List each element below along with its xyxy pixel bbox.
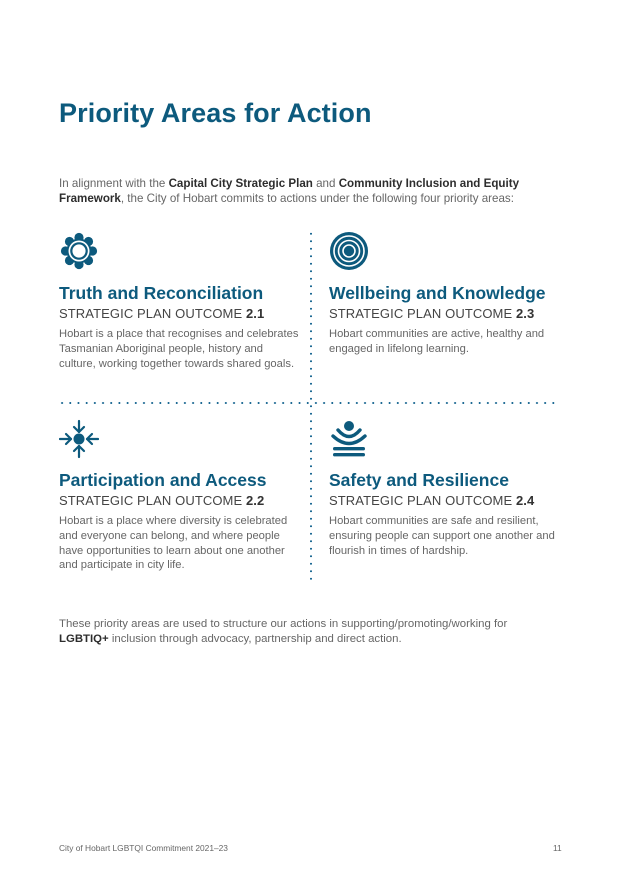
concentric-circles-icon — [329, 231, 369, 271]
page-title: Priority Areas for Action — [59, 98, 372, 128]
area-title: Wellbeing and Knowledge — [329, 283, 546, 303]
priority-area-safety-resilience — [329, 419, 569, 558]
area-title: Truth and Reconciliation — [59, 283, 264, 303]
strategic-plan-outcome — [329, 492, 569, 509]
outcome-number: 2.1 — [245, 306, 265, 321]
area-title: Safety and Resilience — [329, 470, 509, 490]
strategic-plan-outcome — [59, 305, 299, 322]
footer-page-number: 11 — [553, 843, 562, 853]
area-description: Hobart communities are active, healthy and engaged in lifelong learning. — [329, 328, 545, 355]
outcome-number: 2.4 — [515, 493, 535, 508]
priority-area-truth-reconciliation — [59, 231, 299, 371]
vertical-dotted-divider — [310, 230, 312, 582]
community-inclusion-framework-ref: Community Inclusion and Equity Framework — [59, 177, 520, 205]
outcome-number: 2.2 — [245, 493, 265, 508]
area-description: Hobart communities are safe and resilient, ensuring people can support one another and flourish in times of hardship. — [329, 515, 555, 557]
closing-text: These priority areas are used to structure our actions in supporting/promoting/working for — [59, 618, 508, 630]
footer-document-title: City of Hobart LGBTQI Commitment 2021–23 — [59, 843, 228, 853]
outcome-label: STRATEGIC PLAN OUTCOME — [59, 306, 246, 321]
capital-city-strategic-plan-ref: Capital City Strategic Plan — [168, 177, 313, 190]
intro-text: In alignment with the — [59, 177, 169, 190]
converging-arrows-icon — [59, 419, 99, 459]
intro-text: and — [312, 177, 339, 190]
outcome-label: STRATEGIC PLAN OUTCOME — [329, 306, 516, 321]
priority-area-participation-access — [59, 419, 299, 573]
person-shelter-icon — [329, 419, 369, 459]
horizontal-dotted-divider — [58, 402, 560, 404]
closing-text: inclusion through advocacy, partnership and direct action. — [108, 633, 402, 645]
area-description: Hobart is a place that recognises and celebrates Tasmanian Aboriginal people, history and culture, working together towards shared goals. — [59, 328, 299, 370]
outcome-label: STRATEGIC PLAN OUTCOME — [59, 493, 246, 508]
outcome-number: 2.3 — [515, 306, 535, 321]
strategic-plan-outcome — [329, 305, 569, 322]
priority-area-wellbeing-knowledge — [329, 231, 569, 357]
strategic-plan-outcome — [59, 492, 299, 509]
closing-paragraph — [59, 617, 559, 647]
lgbtiq-emphasis: LGBTIQ+ — [59, 633, 109, 645]
outcome-label: STRATEGIC PLAN OUTCOME — [329, 493, 516, 508]
area-title: Participation and Access — [59, 470, 267, 490]
flower-ring-icon — [59, 231, 99, 271]
area-description: Hobart is a place where diversity is celebrated and everyone can belong, and where people have opportunities to learn about one another and participate in city life. — [59, 515, 288, 572]
intro-paragraph — [59, 176, 579, 206]
intro-text: , the City of Hobart commits to actions under the following four priority areas: — [120, 192, 514, 205]
